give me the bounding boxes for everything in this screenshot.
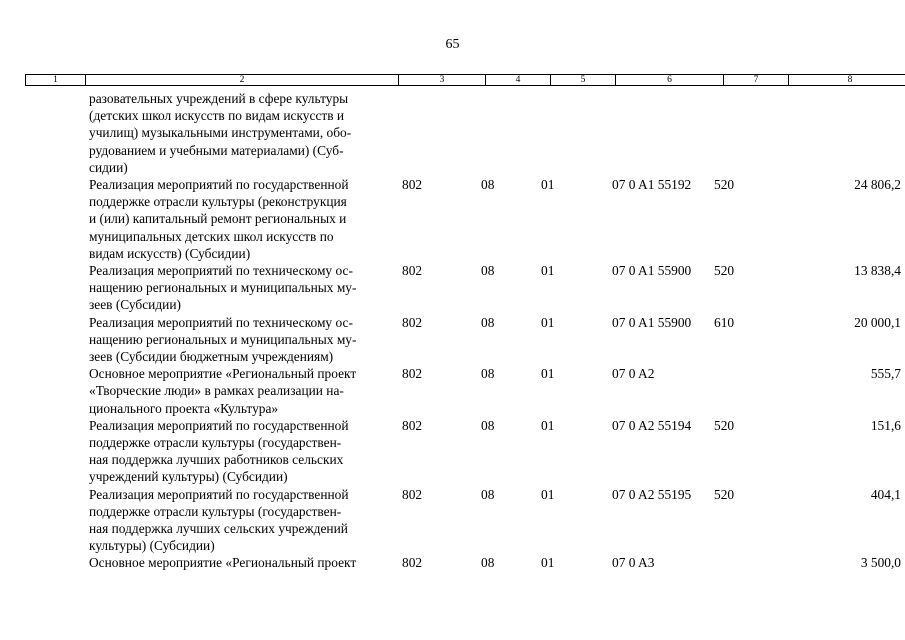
cell-c4: 08 <box>481 177 495 193</box>
cell-c5: 01 <box>541 417 555 433</box>
description-line: ционального проекта «Культура» <box>89 400 279 416</box>
description-line: зеев (Субсидии бюджетным учреждениям) <box>89 349 334 365</box>
cell-c6: 07 0 A2 55195 <box>612 486 692 502</box>
cell-c6: 07 0 A2 55194 <box>612 417 692 433</box>
cell-c4: 08 <box>481 263 495 279</box>
cell-description <box>25 554 389 571</box>
header-col-1: 1 <box>26 75 86 85</box>
cell-c7 <box>714 554 779 571</box>
cell-description <box>25 176 389 262</box>
description-line: и (или) капитальный ремонт региональных и <box>89 211 347 227</box>
cell-c8: 20 000,1 <box>854 314 901 330</box>
description-line: нащению региональных и муниципальных му- <box>89 280 357 296</box>
cell-c6: 07 0 A3 <box>612 555 655 571</box>
header-col-7: 7 <box>724 75 789 85</box>
description-line: рудованием и учебными материалами) (Суб- <box>89 142 344 158</box>
cell-c6 <box>606 90 714 176</box>
cell-c4 <box>476 90 541 176</box>
cell-c3: 802 <box>402 417 423 433</box>
cell-c5: 01 <box>541 486 555 502</box>
table-header <box>25 74 905 86</box>
cell-c3: 802 <box>402 314 423 330</box>
description-line: училищ) музыкальными инструментами, обо- <box>89 125 352 141</box>
description-line: видам искусств) (Субсидии) <box>89 245 251 261</box>
cell-c3: 802 <box>402 486 423 502</box>
cell-c3: 802 <box>402 263 423 279</box>
cell-c8: 555,7 <box>870 366 901 382</box>
table-row <box>25 554 905 571</box>
cell-c8: 3 500,0 <box>860 555 901 571</box>
cell-c8: 13 838,4 <box>854 263 901 279</box>
description-line: зеев (Субсидии) <box>89 297 181 313</box>
cell-c5: 01 <box>541 555 555 571</box>
description-line: поддержке отрасли культуры (государствен- <box>89 435 342 451</box>
description-line: разовательных учреждений в сфере культуры <box>89 91 349 106</box>
cell-c8: 24 806,2 <box>854 177 901 193</box>
cell-c5: 01 <box>541 263 555 279</box>
description-line: поддержке отрасли культуры (государствен- <box>89 503 342 519</box>
cell-c6: 07 0 A2 <box>612 366 655 382</box>
cell-c3: 802 <box>402 177 423 193</box>
description-line: нащению региональных и муниципальных му- <box>89 331 357 347</box>
table-row <box>25 262 905 314</box>
table-row <box>25 314 905 366</box>
cell-c7 <box>714 365 779 417</box>
cell-c7: 520 <box>714 486 735 502</box>
cell-c7 <box>714 90 779 176</box>
description-line: ная поддержка лучших работников сельских <box>89 452 344 468</box>
table-row <box>25 90 905 176</box>
cell-c4: 08 <box>481 314 495 330</box>
table-row <box>25 365 905 417</box>
header-col-2: 2 <box>86 75 399 85</box>
header-col-6: 6 <box>616 75 724 85</box>
cell-c4: 08 <box>481 366 495 382</box>
header-col-4: 4 <box>486 75 551 85</box>
description-line: Реализация мероприятий по государственной <box>89 486 349 502</box>
cell-c4: 08 <box>481 486 495 502</box>
description-line: муниципальных детских школ искусств по <box>89 228 334 244</box>
cell-c8: 151,6 <box>870 417 901 433</box>
description-line: Реализация мероприятий по техническому ос- <box>89 263 353 279</box>
header-col-5: 5 <box>551 75 616 85</box>
cell-c8: 404,1 <box>870 486 901 502</box>
description-line: Реализация мероприятий по государственной <box>89 177 349 193</box>
cell-c6: 07 0 A1 55900 <box>612 314 692 330</box>
description-line: ная поддержка лучших сельских учреждений <box>89 521 348 537</box>
description-line: поддержке отрасли культуры (реконструкция <box>89 194 347 210</box>
description-line: учреждений культуры) (Субсидии) <box>89 469 288 485</box>
header-col-8: 8 <box>847 75 853 85</box>
cell-c5: 01 <box>541 177 555 193</box>
description-line: Основное мероприятие «Региональный проект <box>89 366 357 382</box>
cell-c6: 07 0 A1 55900 <box>612 263 692 279</box>
cell-c8 <box>779 90 901 176</box>
table-row <box>25 417 905 486</box>
description-line: культуры) (Субсидии) <box>89 538 215 554</box>
description-line: сидии) <box>89 159 128 175</box>
cell-c3 <box>389 90 476 176</box>
description-line: Реализация мероприятий по техническому ос- <box>89 314 353 330</box>
cell-c3: 802 <box>402 366 423 382</box>
cell-c5: 01 <box>541 314 555 330</box>
cell-description <box>25 90 389 176</box>
cell-c5 <box>541 90 606 176</box>
description-line: (детских школ искусств по видам искусств и <box>89 108 345 124</box>
cell-c7: 520 <box>714 417 735 433</box>
cell-c7: 520 <box>714 263 735 279</box>
cell-c4: 08 <box>481 555 495 571</box>
cell-description <box>25 486 389 555</box>
cell-c7: 520 <box>714 177 735 193</box>
cell-c6: 07 0 A1 55192 <box>612 177 692 193</box>
cell-description <box>25 262 389 314</box>
table-row <box>25 486 905 555</box>
cell-c4: 08 <box>481 417 495 433</box>
cell-c5: 01 <box>541 366 555 382</box>
description-line: Основное мероприятие «Региональный проект <box>89 555 357 571</box>
table-body <box>25 90 905 572</box>
cell-description <box>25 417 389 486</box>
cell-description <box>25 314 389 366</box>
cell-description <box>25 365 389 417</box>
description-line: Реализация мероприятий по государственной <box>89 417 349 433</box>
description-line: «Творческие люди» в рамках реализации на- <box>89 383 344 399</box>
header-col-3: 3 <box>399 75 486 85</box>
table-row <box>25 176 905 262</box>
cell-c7: 610 <box>714 314 735 330</box>
page-number: 65 <box>445 37 460 52</box>
cell-c3: 802 <box>402 555 423 571</box>
